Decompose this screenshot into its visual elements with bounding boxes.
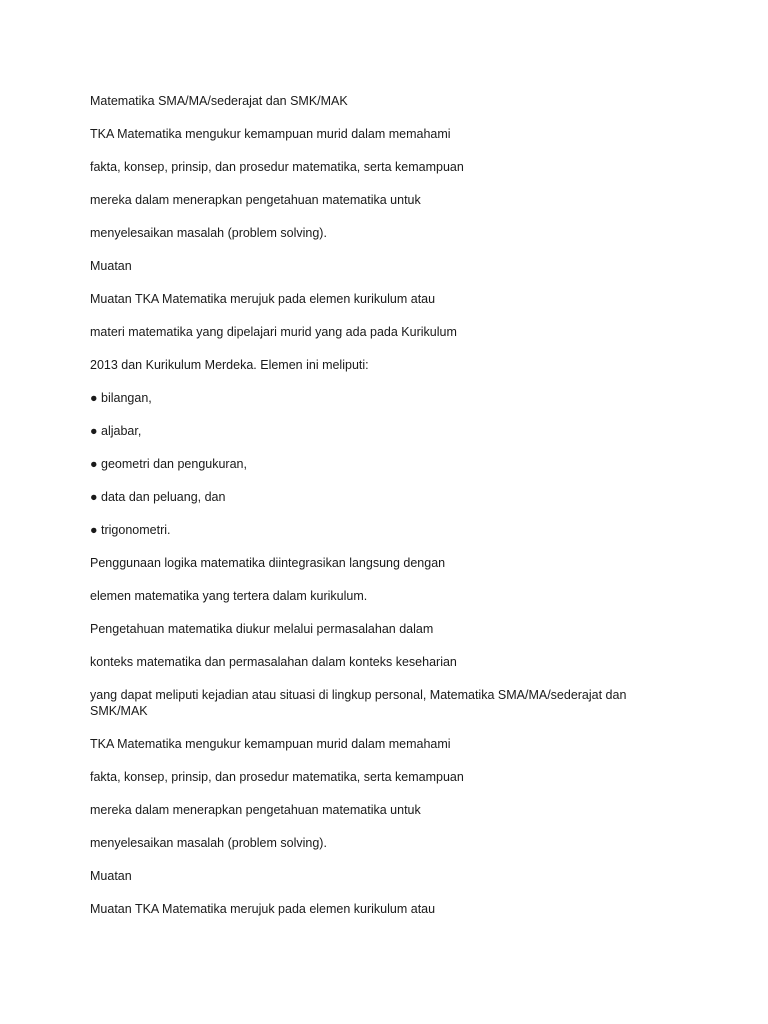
paragraph-line: yang dapat meliputi kejadian atau situasi di lingkup personal, Matematika SMA/MA/sederajat dan SMK/MAK	[90, 688, 627, 718]
paragraph-line: menyelesaikan masalah (problem solving).	[90, 836, 327, 850]
section-heading: Muatan	[90, 259, 132, 273]
section-heading: Muatan	[90, 869, 132, 883]
paragraph-line: menyelesaikan masalah (problem solving).	[90, 226, 327, 240]
paragraph-line: Muatan TKA Matematika merujuk pada elemen kurikulum atau	[90, 902, 436, 916]
paragraph-line: mereka dalam menerapkan pengetahuan matematika untuk	[90, 193, 421, 207]
paragraph-line: mereka dalam menerapkan pengetahuan matematika untuk	[90, 803, 421, 817]
paragraph-line: materi matematika yang dipelajari murid yang ada pada Kurikulum	[90, 325, 457, 339]
bullet-item: ● bilangan,	[90, 391, 152, 405]
document-body	[90, 93, 650, 934]
bullet-item: ● aljabar,	[90, 424, 142, 438]
bullet-item: ● geometri dan pengukuran,	[90, 457, 247, 471]
bullet-item: ● data dan peluang, dan	[90, 490, 226, 504]
paragraph-line: TKA Matematika mengukur kemampuan murid dalam memahami	[90, 737, 451, 751]
paragraph-line: konteks matematika dan permasalahan dalam konteks keseharian	[90, 655, 457, 669]
paragraph-line: 2013 dan Kurikulum Merdeka. Elemen ini meliputi:	[90, 358, 369, 372]
paragraph-line: fakta, konsep, prinsip, dan prosedur matematika, serta kemampuan	[90, 770, 464, 784]
paragraph-line: TKA Matematika mengukur kemampuan murid dalam memahami	[90, 127, 451, 141]
paragraph-line: fakta, konsep, prinsip, dan prosedur matematika, serta kemampuan	[90, 160, 464, 174]
paragraph-line: elemen matematika yang tertera dalam kurikulum.	[90, 589, 368, 603]
paragraph-line: Muatan TKA Matematika merujuk pada elemen kurikulum atau	[90, 292, 436, 306]
heading-line: Matematika SMA/MA/sederajat dan SMK/MAK	[90, 94, 348, 108]
paragraph-line: Penggunaan logika matematika diintegrasikan langsung dengan	[90, 556, 446, 570]
bullet-item: ● trigonometri.	[90, 523, 171, 537]
paragraph-line: Pengetahuan matematika diukur melalui permasalahan dalam	[90, 622, 434, 636]
